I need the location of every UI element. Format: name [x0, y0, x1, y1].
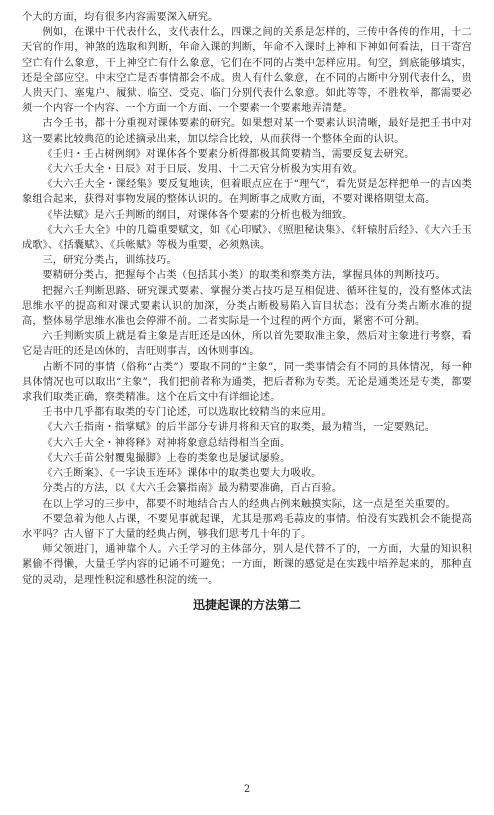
body-text	[22, 10, 472, 588]
paragraph: 《大六壬大全》中的几篇重要赋文，如《心印赋》、《照胆秘诀集》、《轩辕肘后经》、《大六壬玉成歌》、《括囊赋》、《兵帐赋》等极为重要，必须熟读。	[22, 224, 472, 252]
paragraph: 《大六壬苗公射覆鬼撮脚》上卷的类象也是屡试屡验。	[42, 452, 291, 464]
paragraph: 《壬归・壬占树例纲》对课体各个要素分析得都极其简要精当，需要反复去研究。	[42, 148, 415, 160]
paragraph: 三，研究分类占，训练技巧。	[42, 255, 177, 267]
paragraph: 在以上学习的三步中，都要不时地结合古人的经典占例来触摸实际，这一点是至关重要的。	[42, 498, 456, 510]
paragraph: 壬书中几乎都有取类的专门论述，可以选取比较精当的来应用。	[42, 407, 332, 419]
paragraph: 例如，在课中干代表什么，支代表什么，四课之间的关系是怎样的，三传中各传的作用，十二天官的作用，神煞的选取和判断，年命入课的判断，年命不入课时上神和下神如何看法，日干寄宫空亡有什么象意，干上神空亡有什么象意，它们在不同的占类中怎样应用。旬空，到底能够填实，还是全部应空。中末空亡是否事情都会不成。贵人有什么象意，在不同的占断中分别代表什么，贵人贵天门、塞鬼户、履狱、临空、受克、临门分别代表什么象意。如此等等，不胜枚举，都需要必须一个内容一个内容、一个方面一个方面、一个要素一个要素地弄清楚。	[22, 27, 472, 115]
paragraph: 师父领进门，通神靠个人。六壬学习的主体部分，别人是代替不了的，一方面，大量的知识积累偷不得懒，大量壬学内容的记诵不可避免；一方面，断课的感觉是在实践中培养起来的，那种直觉的灵动，是理性积淀和感性积淀的统一。	[22, 544, 472, 586]
paragraph: 分类占的方法，以《大六壬会纂指南》最为精要准确，百占百验。	[42, 483, 343, 495]
paragraph: 《六壬断案》、《一字诀玉连环》课体中的取类也要大力吸收。	[42, 468, 322, 480]
paragraph: 《大六壬大全・神将释》对神将象意总结得相当全面。	[42, 437, 291, 449]
paragraph: 《大六壬大全・课经集》要反复地读，但着眼点应在于“理气”，看先贤是怎样把单一的吉凶类象组合起来，获得对事物发展的整体认识的。在判断事之成败方面，不要对课格期望太高。	[22, 179, 472, 206]
paragraph: 个大的方面，均有很多内容需要深入研究。	[22, 12, 219, 23]
page-number: 2	[243, 784, 251, 795]
section-heading: 迅捷起课的方法第二	[192, 597, 301, 612]
paragraph: 要精研分类占，把握每个占类（包括其小类）的取类和察类方法，掌握具体的判断技巧。	[42, 270, 446, 282]
paragraph: 《毕法赋》是六壬判断的纲目，对课体各个要素的分析也极为细致。	[42, 209, 353, 221]
paragraph: 《大六壬大全・日辰》对于日辰、发用、十二天官分析极为实用有效。	[42, 164, 363, 176]
paragraph: 占断不同的事情（俗称“占类”）要取不同的“主象”，同一类事情会有不同的具体情况，每一种具体情况也可以取出“主象”，我们把前者称为通类，把后者称为专类。无论是通类还是专类，都要求我们取类正确，察类精准。这个在后文中有详细论述。	[22, 361, 472, 404]
paragraph: 把握六壬判断思路、研究课式要素、掌握分类占技巧是互相促进、循环往复的，没有整体式法思维水平的提高和对课式要素认识的加深，分类占断极易陷入盲目状态；没有分类占断水准的提高，整体易学思维水准也会停滞不前。二者实际是一个过程的两个方面，紧密不可分割。	[22, 285, 472, 328]
paragraph: 六壬判断实质上就是看主象是吉旺还是凶休，所以首先要取准主象，然后对主象进行考察，看它是吉旺的还是凶休的，吉旺则事吉，凶休则事凶。	[22, 331, 472, 358]
paragraph: 不要急着为他人占课，不要见事就起课，尤其是那鸡毛蒜皮的事情。怕没有实践机会不能提高水平吗？古人留下了大量的经典占例，够我们思考几十年的了。	[22, 513, 472, 540]
paragraph: 古今壬书，都十分重视对课体要素的研究。如果想对某一个要素认识清晰，最好是把壬书中对这一要素比较典范的论述摘录出来，加以综合比较，从而获得一个整体全面的认识。	[22, 118, 472, 145]
paragraph: 《大六壬指南・指掌赋》的后半部分专讲月将和天官的取类，最为精当，一定要熟记。	[42, 422, 436, 434]
